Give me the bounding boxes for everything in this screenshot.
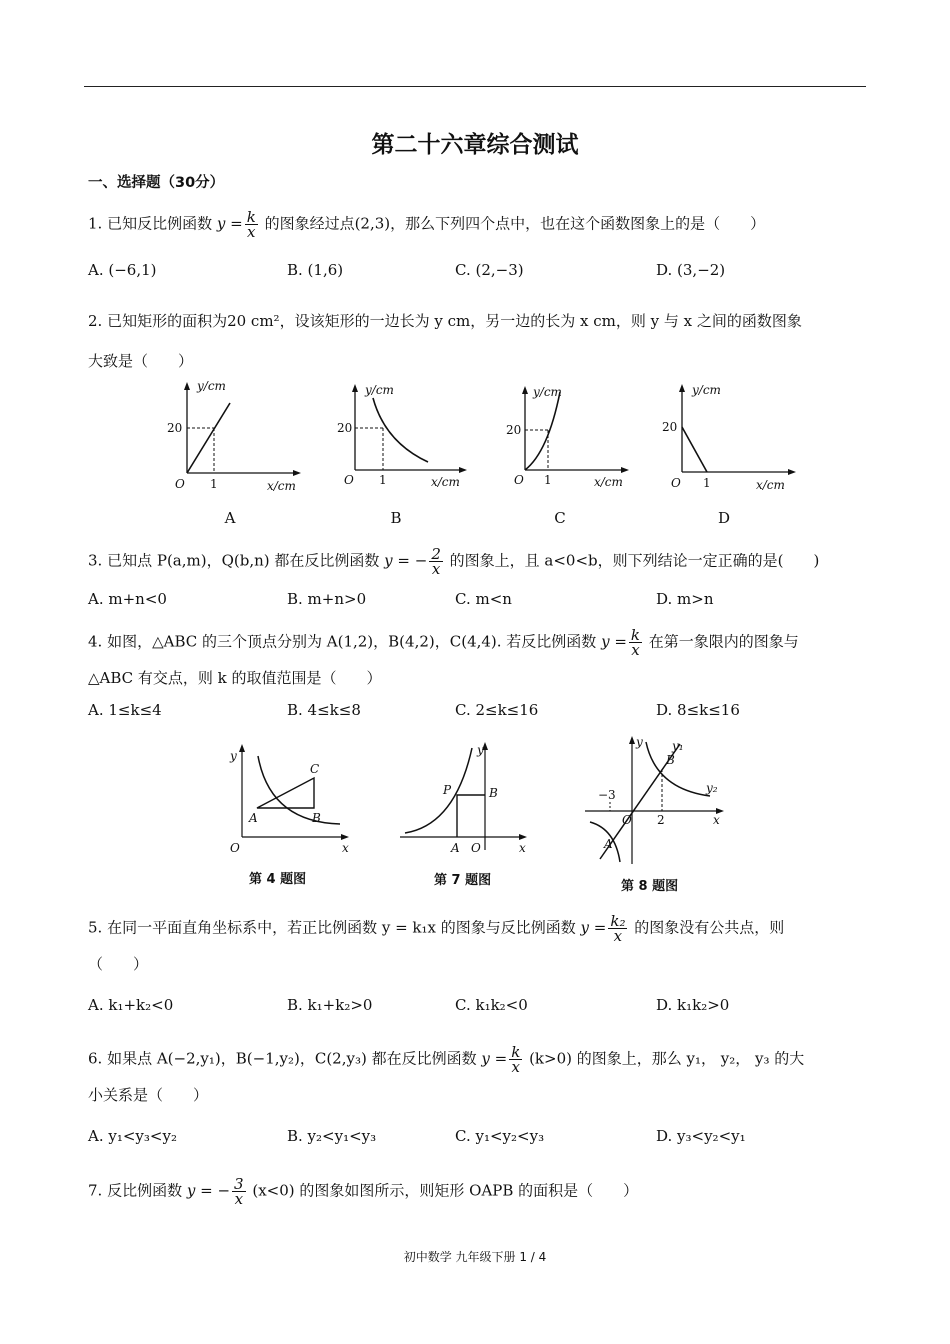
figure-q7-caption: 第 7 题图 — [434, 873, 492, 888]
q5-text-a: 5. 在同一平面直角坐标系中，若正比例函数 y = k₁x 的图象与反比例函数 — [88, 918, 576, 937]
q5-text-b: 的图象没有公共点，则 — [634, 918, 785, 937]
q1-formula-lhs: y = — [216, 214, 243, 233]
f8-tick-2: 2 — [657, 813, 665, 827]
origin-label: O — [671, 476, 681, 490]
q2-line-1: 2. 已知矩形的面积为20 cm²，设该矩形的一边长为 y cm，另一边的长为 x cm，则 y 与 x 之间的函数图象 — [88, 312, 802, 330]
q5-line-2: （ ） — [88, 955, 149, 973]
q3-text-b: 的图象上，且 a<0<b，则下列结论一定正确的是( ) — [449, 551, 820, 570]
q4-formula-lhs: y = — [601, 632, 627, 651]
f8-label-y2: y₂ — [706, 781, 718, 795]
tick-20: 20 — [167, 421, 183, 435]
q3-option-d: D. m>n — [656, 590, 714, 608]
f8-y-label: y — [636, 735, 643, 749]
tick-1: 1 — [210, 477, 218, 491]
q6-option-c: C. y₁<y₂<y₃ — [455, 1127, 545, 1145]
q3-option-b: B. m+n>0 — [287, 590, 367, 608]
f8-x-label: x — [713, 813, 720, 827]
f4-point-c: C — [310, 762, 320, 776]
q6-option-b: B. y₂<y₁<y₃ — [287, 1127, 377, 1145]
origin-label: O — [514, 473, 524, 487]
q1-text-a: 1. 已知反比例函数 — [88, 214, 213, 233]
f4-y-label: y — [230, 749, 237, 763]
q2-caption-d: D — [717, 509, 731, 527]
f7-x-label: x — [519, 841, 526, 855]
question-3 — [88, 547, 819, 576]
q2-graph-a — [165, 378, 305, 498]
q5-option-a: A. k₁+k₂<0 — [88, 996, 174, 1014]
q6-option-a: A. y₁<y₃<y₂ — [88, 1127, 177, 1145]
question-5 — [88, 914, 784, 943]
f8-label-y1: y₁ — [672, 739, 684, 753]
origin-label: O — [344, 473, 354, 487]
x-axis-label: x/cm — [267, 479, 296, 493]
q2-graph-c — [500, 382, 640, 502]
tick-1: 1 — [544, 473, 552, 487]
x-axis-label: x/cm — [594, 475, 623, 489]
figure-q8-caption: 第 8 题图 — [621, 879, 679, 894]
figure-q4 — [220, 742, 355, 857]
q4-text-b: 在第一象限内的图象与 — [648, 632, 799, 651]
q5-fraction: $\frac{\text{k₂}}{x}$ — [610, 912, 626, 945]
header-rule — [84, 86, 866, 87]
tick-20: 20 — [337, 421, 353, 435]
page-footer: 初中数学 九年级下册 1 / 4 — [403, 1250, 547, 1264]
q6-line-2: 小关系是（ ） — [88, 1086, 209, 1104]
q6-text-b: (k>0) 的图象上，那么 y₁， y₂， y₃ 的大 — [529, 1049, 805, 1068]
q1-option-c: C. (2,−3) — [455, 261, 524, 279]
f4-point-b: B — [312, 811, 321, 825]
y-axis-label: y/cm — [533, 385, 562, 399]
q4-option-a: A. 1≤k≤4 — [88, 701, 162, 719]
x-axis-label: x/cm — [431, 475, 460, 489]
section-heading: 一、选择题（30分） — [88, 175, 225, 191]
q5-option-b: B. k₁+k₂>0 — [287, 996, 373, 1014]
q2-line-2: 大致是（ ） — [88, 352, 194, 370]
figure-q8 — [580, 734, 730, 869]
q2-caption-b: B — [390, 509, 402, 527]
q5-option-d: D. k₁k₂>0 — [656, 996, 730, 1014]
question-7 — [88, 1177, 638, 1206]
q1-option-a: A. (−6,1) — [88, 261, 157, 279]
q3-text-a: 3. 已知点 P(a,m)，Q(b,n) 都在反比例函数 — [88, 551, 380, 570]
q3-option-c: C. m<n — [455, 590, 512, 608]
q6-text-a: 6. 如果点 A(−2,y₁)，B(−1,y₂)，C(2,y₃) 都在反比例函数 — [88, 1049, 477, 1068]
q4-line-2: △ABC 有交点，则 k 的取值范围是（ ） — [88, 669, 382, 687]
f7-point-p: P — [443, 783, 452, 797]
f7-point-b: B — [489, 786, 498, 800]
q7-formula-lhs: y = − — [186, 1181, 231, 1200]
f4-point-a: A — [249, 811, 258, 825]
q4-fraction: $\frac{k}{x}$ — [630, 626, 640, 659]
f8-point-a: A — [604, 837, 613, 851]
x-axis-label: x/cm — [756, 478, 785, 492]
q6-option-d: D. y₃<y₂<y₁ — [656, 1127, 746, 1145]
y-axis-label: y/cm — [692, 383, 721, 397]
q2-caption-c: C — [554, 509, 566, 527]
f7-point-a: A — [451, 841, 460, 855]
figure-q4-caption: 第 4 题图 — [249, 872, 307, 887]
f7-origin: O — [471, 841, 481, 855]
tick-1: 1 — [703, 476, 711, 490]
question-1 — [88, 210, 765, 239]
q7-text-a: 7. 反比例函数 — [88, 1181, 183, 1200]
q4-text-a: 4. 如图，△ABC 的三个顶点分别为 A(1,2)，B(4,2)，C(4,4). 若反比例函数 — [88, 632, 597, 651]
q6-formula-lhs: y = — [481, 1049, 508, 1068]
f8-tick-minus3: −3 — [598, 788, 616, 802]
q3-option-a: A. m+n<0 — [88, 590, 167, 608]
q1-fraction: $\frac{k}{x}$ — [246, 208, 256, 241]
tick-1: 1 — [379, 473, 387, 487]
y-axis-label: y/cm — [197, 379, 226, 393]
f7-y-label: y — [477, 743, 484, 757]
q3-fraction: $\frac{2}{x}$ — [431, 545, 441, 578]
figure-q7 — [395, 740, 535, 860]
f4-x-label: x — [342, 841, 349, 855]
q1-option-d: D. (3,−2) — [656, 261, 726, 279]
tick-20: 20 — [662, 420, 678, 434]
y-axis-label: y/cm — [365, 383, 394, 397]
q5-option-c: C. k₁k₂<0 — [455, 996, 528, 1014]
q2-graph-d — [660, 380, 800, 500]
q1-text-b: 的图象经过点(2,3)，那么下列四个点中，也在这个函数图象上的是（ ） — [264, 214, 766, 233]
f8-point-b: B — [666, 753, 675, 767]
q3-formula-lhs: y = − — [384, 551, 428, 570]
q2-graph-b — [333, 380, 473, 500]
q7-fraction: $\frac{3}{x}$ — [234, 1175, 244, 1208]
origin-label: O — [175, 477, 185, 491]
question-4 — [88, 628, 799, 657]
q5-formula-lhs: y = — [580, 918, 607, 937]
q4-option-b: B. 4≤k≤8 — [287, 701, 361, 719]
q7-text-b: (x<0) 的图象如图所示，则矩形 OAPB 的面积是（ ） — [252, 1181, 639, 1200]
question-6 — [88, 1045, 804, 1074]
q4-option-d: D. 8≤k≤16 — [656, 701, 740, 719]
f4-origin: O — [230, 841, 240, 855]
q2-caption-a: A — [224, 509, 236, 527]
q4-option-c: C. 2≤k≤16 — [455, 701, 539, 719]
q1-option-b: B. (1,6) — [287, 261, 344, 279]
q6-fraction: $\frac{k}{x}$ — [511, 1043, 521, 1076]
page-title: 第二十六章综合测试 — [371, 132, 579, 158]
f8-origin: O — [622, 813, 632, 827]
tick-20: 20 — [506, 423, 522, 437]
